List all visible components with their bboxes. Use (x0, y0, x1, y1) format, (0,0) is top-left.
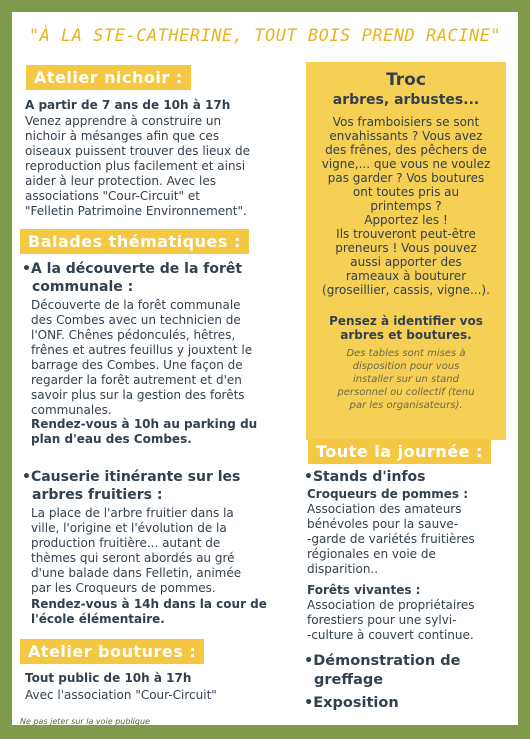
troc-bold-text: Pensez à identifier vos arbres et boutures. (329, 314, 483, 342)
forets-title: Forêts vivantes : (307, 583, 421, 597)
causerie-text: La place de l'arbre fruitier dans la ville, l'origine et l'évolution de la production fruitière... autant de thèmes qui seront abordés au gré d'une balade dans Felletin, animée par les Croqueurs de pommes. (31, 506, 242, 595)
troc-subtitle: arbres, arbustes... (332, 92, 480, 108)
atelier-boutures-text: Avec l'association "Cour-Circuit" (25, 688, 217, 702)
croqueurs-title: Croqueurs de pommes : (307, 487, 469, 501)
forets-text: Association de propriétaires forestiers pour une sylvi- -culture à couvert continue. (307, 598, 475, 642)
flyer-title: "À LA STE-CATHERINE, TOUT BOIS PREND RACINE" (28, 26, 502, 46)
atelier-boutures-subtitle: Tout public de 10h à 17h (25, 671, 192, 685)
foret-title: •A la découverte de la forêt communale : (22, 261, 243, 295)
causerie-rdv: Rendez-vous à 14h dans la cour de l'école élémentaire. (31, 597, 267, 626)
stands-title: •Stands d'infos (304, 469, 426, 485)
flyer-panel (12, 12, 518, 725)
foret-text: Découverte de la forêt communale des Combes avec un technicien de l'ONF. Chênes pédonculés, hêtres, frênes et autres feuillus y jouxtent le barrage des Combes. Une façon de regarder la forêt autrement et d'en savoir plus sur la gestion des forêts communales. (31, 298, 253, 417)
troc-note: Des tables sont mises à disposition pour vous installer sur un stand personnel ou collectif (tenu par les organisateurs). (337, 348, 475, 411)
foret-rdv: Rendez-vous à 10h au parking du plan d'eau des Combes. (31, 417, 258, 446)
atelier-nichoir-text: Venez apprendre à construire un nichoir à mésanges afin que ces oiseaux puissent trouver des lieux de reproduction plus facilement et ainsi aider à leur protection. Avec les associations "Cour-Circuit" et "Felletin Patrimoine Environnement". (25, 114, 250, 218)
footer-note: Ne pas jeter sur la voie publique (20, 717, 150, 726)
toute-journee-header: Toute la journée : (308, 439, 491, 464)
atelier-boutures-header: Atelier boutures : (20, 639, 204, 664)
balades-header: Balades thématiques : (20, 229, 249, 254)
causerie-title: •Causerie itinérante sur les arbres fruitiers : (22, 469, 241, 503)
troc-text: Vos framboisiers se sont envahissants ? Vous avez des frênes, des pêchers de vigne,... que vous ne voulez pas garder ? Vos boutures ont toutes pris au printemps ? Apportez les ! Ils trouveront peut-être preneurs ! Vous pouvez aussi apporter des rameaux à bouturer (groseillier, cassis, vigne...). (321, 115, 491, 297)
atelier-nichoir-subtitle: A partir de 7 ans de 10h à 17h (25, 98, 231, 112)
demo-greffage: •Démonstration de greffage (304, 653, 461, 688)
atelier-nichoir-header: Atelier nichoir : (26, 65, 191, 90)
troc-box (306, 62, 506, 440)
croqueurs-text: Association des amateurs bénévoles pour la sauve- -garde de variétés fruitières régionales en voie de disparition.. (307, 502, 475, 576)
exposition: •Exposition (304, 695, 399, 711)
troc-title: Troc (386, 70, 426, 90)
